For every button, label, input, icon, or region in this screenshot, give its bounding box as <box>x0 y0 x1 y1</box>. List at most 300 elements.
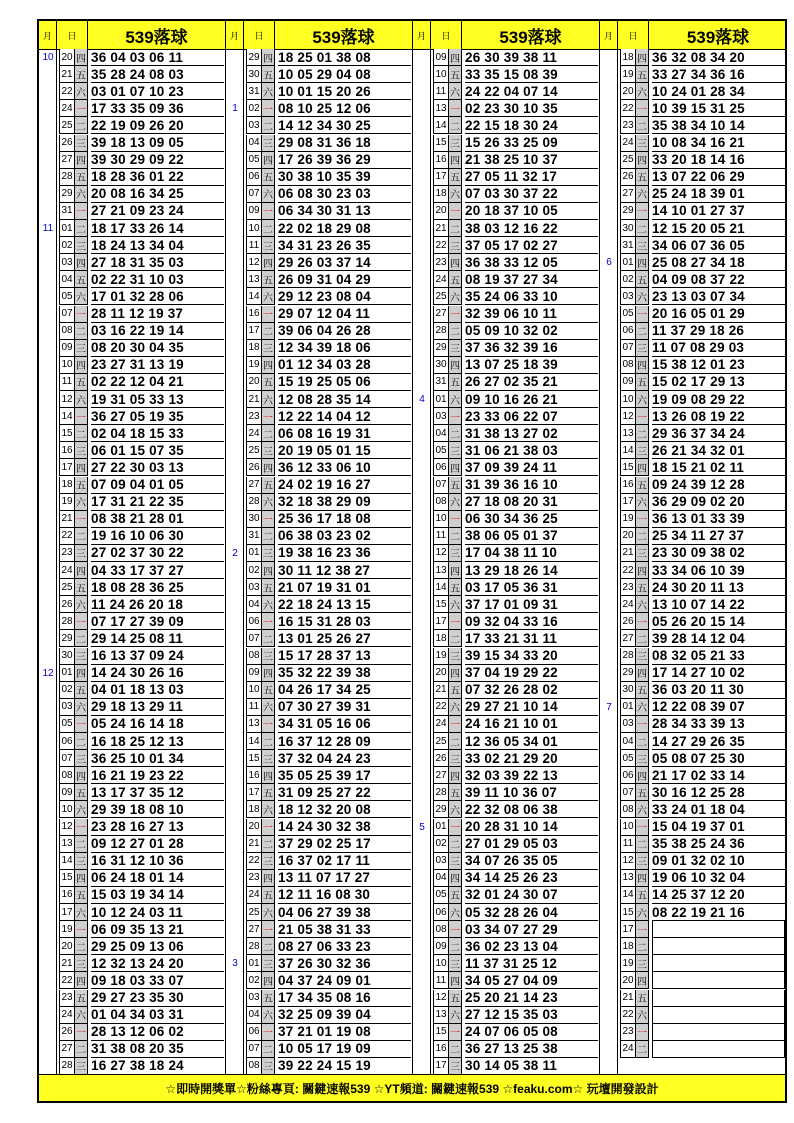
day-number: 10 <box>620 391 636 408</box>
day-number: 21 <box>59 511 75 528</box>
drawn-numbers: 18 12 32 20 08 <box>278 801 411 818</box>
month-number <box>226 288 244 305</box>
day-number: 02 <box>246 100 262 117</box>
result-row <box>39 613 225 630</box>
month-number <box>413 203 431 220</box>
month-number <box>226 374 244 391</box>
day-number: 10 <box>246 220 262 237</box>
weekday: 五 <box>262 990 275 1007</box>
day-number: 10 <box>433 511 449 528</box>
month-number <box>413 323 431 340</box>
result-row <box>39 66 225 83</box>
result-row <box>226 870 412 887</box>
day-number: 20 <box>59 938 75 955</box>
result-row <box>600 477 787 494</box>
month-number <box>226 1007 244 1024</box>
header-month-label: 月 <box>39 21 57 49</box>
result-row <box>226 117 412 134</box>
result-row <box>413 648 599 665</box>
day-number: 09 <box>246 203 262 220</box>
drawn-numbers: 08 19 37 27 34 <box>465 271 598 288</box>
result-row <box>600 904 787 921</box>
weekday: 一 <box>262 408 275 425</box>
drawn-numbers: 20 18 37 10 05 <box>465 203 598 220</box>
drawn-numbers: 12 15 20 05 21 <box>652 220 785 237</box>
drawn-numbers: 38 06 05 01 37 <box>465 528 598 545</box>
drawn-numbers: 18 15 21 02 11 <box>652 459 785 476</box>
weekday: 一 <box>262 613 275 630</box>
month-number <box>600 545 618 562</box>
weekday: 五 <box>449 66 462 83</box>
month-number: 11 <box>42 223 54 235</box>
day-number: 14 <box>246 288 262 305</box>
month-number <box>226 237 244 254</box>
month-number <box>413 152 431 169</box>
weekday: 五 <box>636 477 649 494</box>
drawn-numbers: 27 05 11 32 17 <box>465 169 598 186</box>
weekday: 二 <box>636 733 649 750</box>
weekday: 六 <box>636 699 649 716</box>
month-number <box>226 169 244 186</box>
result-row <box>413 357 599 374</box>
drawn-numbers: 10 05 17 19 09 <box>278 1041 411 1058</box>
weekday: 三 <box>75 545 88 562</box>
drawn-numbers: 02 22 12 04 21 <box>91 374 224 391</box>
result-row <box>413 579 599 596</box>
drawn-numbers: 23 33 06 22 07 <box>465 408 598 425</box>
weekday: 五 <box>449 682 462 699</box>
month-number <box>413 648 431 665</box>
weekday: 二 <box>262 323 275 340</box>
drawn-numbers: 36 29 09 02 20 <box>652 494 785 511</box>
drawn-numbers: 09 32 04 33 16 <box>465 613 598 630</box>
day-number: 02 <box>246 972 262 989</box>
result-row <box>600 887 787 904</box>
result-row <box>39 767 225 784</box>
result-row <box>600 425 787 442</box>
month-number <box>226 870 244 887</box>
drawn-numbers: 10 08 34 16 21 <box>652 135 785 152</box>
month-number <box>413 237 431 254</box>
day-number: 23 <box>59 545 75 562</box>
weekday: 五 <box>75 682 88 699</box>
month-number <box>413 665 431 682</box>
day-number: 20 <box>620 83 636 100</box>
result-row <box>226 83 412 100</box>
weekday: 二 <box>636 323 649 340</box>
month-number <box>413 613 431 630</box>
month-number <box>413 1007 431 1024</box>
day-number: 29 <box>59 630 75 647</box>
drawn-numbers: 15 03 19 34 14 <box>91 887 224 904</box>
drawn-numbers: 29 18 13 29 11 <box>91 699 224 716</box>
day-number: 19 <box>620 66 636 83</box>
month-number <box>226 613 244 630</box>
weekday: 一 <box>636 306 649 323</box>
day-number: 13 <box>246 271 262 288</box>
month-number <box>413 921 431 938</box>
result-row <box>39 870 225 887</box>
day-number: 06 <box>246 613 262 630</box>
day-number: 11 <box>433 83 449 100</box>
day-number: 06 <box>433 904 449 921</box>
result-row <box>413 887 599 904</box>
result-row <box>600 152 787 169</box>
drawn-numbers: 34 14 25 26 23 <box>465 870 598 887</box>
weekday: 四 <box>636 49 649 66</box>
weekday: 二 <box>636 630 649 647</box>
result-row <box>39 83 225 100</box>
weekday: 二 <box>449 117 462 134</box>
weekday: 二 <box>75 220 88 237</box>
month-number <box>226 990 244 1007</box>
weekday: 六 <box>262 83 275 100</box>
result-row <box>413 1058 599 1075</box>
day-number: 28 <box>433 784 449 801</box>
weekday: 二 <box>75 425 88 442</box>
day-number: 24 <box>620 596 636 613</box>
drawn-numbers: 29 12 23 08 04 <box>278 288 411 305</box>
month-number <box>600 288 618 305</box>
drawn-numbers: 12 08 28 35 14 <box>278 391 411 408</box>
drawn-numbers: 33 35 15 08 39 <box>465 66 598 83</box>
result-row <box>226 990 412 1007</box>
month-number <box>413 579 431 596</box>
result-row <box>600 630 787 647</box>
day-number: 14 <box>59 408 75 425</box>
result-row <box>600 648 787 665</box>
month-number <box>39 135 57 152</box>
result-row <box>39 836 225 853</box>
month-number <box>413 220 431 237</box>
weekday: 五 <box>636 579 649 596</box>
weekday: 四 <box>75 562 88 579</box>
result-row <box>39 408 225 425</box>
day-number: 08 <box>59 323 75 340</box>
result-row <box>39 306 225 323</box>
result-row <box>39 648 225 665</box>
result-row <box>413 186 599 203</box>
day-number: 09 <box>433 49 449 66</box>
result-row <box>226 66 412 83</box>
month-number <box>39 271 57 288</box>
weekday: 五 <box>636 887 649 904</box>
day-number: 28 <box>59 1058 75 1075</box>
day-number: 28 <box>59 613 75 630</box>
month-number <box>413 186 431 203</box>
day-number: 03 <box>620 288 636 305</box>
results-column <box>39 49 226 1075</box>
drawn-numbers: 08 27 06 33 23 <box>278 938 411 955</box>
weekday: 六 <box>449 391 462 408</box>
result-row <box>413 784 599 801</box>
month-number <box>413 750 431 767</box>
month-number <box>226 887 244 904</box>
result-row <box>600 494 787 511</box>
drawn-numbers: 37 29 02 25 17 <box>278 836 411 853</box>
day-number: 25 <box>620 152 636 169</box>
drawn-numbers: 35 32 22 39 38 <box>278 665 411 682</box>
day-number: 17 <box>59 459 75 476</box>
weekday: 三 <box>75 237 88 254</box>
day-number: 23 <box>620 117 636 134</box>
month-number <box>600 425 618 442</box>
weekday: 一 <box>75 921 88 938</box>
weekday: 三 <box>449 648 462 665</box>
weekday: 五 <box>75 271 88 288</box>
month-number <box>600 511 618 528</box>
drawn-numbers: 03 34 07 27 29 <box>465 921 598 938</box>
weekday: 一 <box>449 100 462 117</box>
day-number: 22 <box>433 237 449 254</box>
drawn-numbers: 09 12 27 01 28 <box>91 836 224 853</box>
day-number: 04 <box>246 135 262 152</box>
day-number: 06 <box>620 767 636 784</box>
month-number <box>226 682 244 699</box>
weekday: 五 <box>449 579 462 596</box>
result-row <box>413 237 599 254</box>
result-row <box>413 630 599 647</box>
result-row <box>226 699 412 716</box>
month-number: 3 <box>232 958 238 970</box>
result-row <box>600 767 787 784</box>
result-row <box>226 528 412 545</box>
month-number <box>39 425 57 442</box>
footer-text: ☆即時開獎單☆粉絲專頁: 關鍵速報539 ☆YT頻道: 關鍵速報539 ☆feaku.com☆ 玩壇開發設計 <box>165 1081 659 1096</box>
drawn-numbers: 30 38 10 35 39 <box>278 169 411 186</box>
result-row <box>39 49 225 66</box>
result-row <box>600 186 787 203</box>
month-number <box>39 545 57 562</box>
day-number: 17 <box>620 921 636 938</box>
day-number: 27 <box>59 152 75 169</box>
result-row <box>600 613 787 630</box>
month-number <box>600 357 618 374</box>
drawn-numbers: 22 18 24 13 15 <box>278 596 411 613</box>
weekday: 六 <box>75 1007 88 1024</box>
drawn-numbers: 04 01 18 13 03 <box>91 682 224 699</box>
result-row <box>39 972 225 989</box>
result-row <box>600 459 787 476</box>
day-number: 20 <box>620 528 636 545</box>
drawn-numbers: 07 03 30 37 22 <box>465 186 598 203</box>
day-number: 30 <box>620 682 636 699</box>
drawn-numbers: 30 11 12 38 27 <box>278 562 411 579</box>
month-number <box>226 477 244 494</box>
drawn-numbers: 17 14 27 10 02 <box>652 665 785 682</box>
result-row <box>413 596 599 613</box>
month-number <box>39 682 57 699</box>
drawn-numbers: 10 01 15 20 26 <box>278 83 411 100</box>
result-row <box>39 511 225 528</box>
day-number: 26 <box>620 613 636 630</box>
result-row <box>39 1058 225 1075</box>
weekday: 五 <box>449 169 462 186</box>
weekday: 二 <box>262 836 275 853</box>
result-row <box>39 819 225 836</box>
month-number <box>600 579 618 596</box>
weekday: 五 <box>636 682 649 699</box>
weekday: 一 <box>75 408 88 425</box>
drawn-numbers: 15 17 28 37 13 <box>278 648 411 665</box>
result-row <box>413 408 599 425</box>
drawn-numbers: 39 22 24 15 19 <box>278 1058 411 1075</box>
day-number: 22 <box>620 100 636 117</box>
result-row <box>600 682 787 699</box>
weekday: 四 <box>449 254 462 271</box>
day-number: 31 <box>620 237 636 254</box>
result-row <box>600 665 787 682</box>
month-number <box>39 306 57 323</box>
day-number: 15 <box>433 596 449 613</box>
month-number: 6 <box>606 257 612 269</box>
weekday: 三 <box>262 648 275 665</box>
drawn-numbers: 33 02 21 29 20 <box>465 750 598 767</box>
result-row <box>600 357 787 374</box>
day-number: 05 <box>620 750 636 767</box>
month-number <box>39 357 57 374</box>
drawn-numbers: 33 20 18 14 16 <box>652 152 785 169</box>
weekday: 四 <box>262 870 275 887</box>
drawn-numbers: 12 22 14 04 12 <box>278 408 411 425</box>
month-number <box>39 66 57 83</box>
weekday: 四 <box>75 767 88 784</box>
weekday: 二 <box>262 630 275 647</box>
drawn-numbers: 14 24 30 26 16 <box>91 665 224 682</box>
drawn-numbers: 32 03 39 22 13 <box>465 767 598 784</box>
drawn-numbers: 36 12 33 06 10 <box>278 459 411 476</box>
day-number: 17 <box>246 784 262 801</box>
month-number <box>600 340 618 357</box>
result-row <box>600 528 787 545</box>
result-row <box>600 323 787 340</box>
month-number <box>600 819 618 836</box>
result-row <box>226 237 412 254</box>
month-number <box>413 169 431 186</box>
day-number: 12 <box>620 853 636 870</box>
weekday: 三 <box>262 955 275 972</box>
drawn-numbers: 27 21 09 23 24 <box>91 203 224 220</box>
drawn-numbers: 02 23 30 10 35 <box>465 100 598 117</box>
result-row <box>226 750 412 767</box>
drawn-numbers <box>652 938 785 955</box>
day-number: 12 <box>433 545 449 562</box>
drawn-numbers: 29 39 18 08 10 <box>91 801 224 818</box>
result-row <box>600 100 787 117</box>
day-number: 21 <box>246 391 262 408</box>
result-row <box>226 152 412 169</box>
month-number <box>413 990 431 1007</box>
drawn-numbers: 29 08 31 36 18 <box>278 135 411 152</box>
drawn-numbers: 16 37 12 28 09 <box>278 733 411 750</box>
month-number <box>226 391 244 408</box>
drawn-numbers: 34 07 26 35 05 <box>465 853 598 870</box>
drawn-numbers: 05 26 20 15 14 <box>652 613 785 630</box>
drawn-numbers: 14 24 30 32 38 <box>278 819 411 836</box>
day-number: 25 <box>59 117 75 134</box>
day-number: 10 <box>433 66 449 83</box>
result-row <box>413 254 599 271</box>
result-row <box>39 682 225 699</box>
month-number <box>226 66 244 83</box>
weekday: 五 <box>75 784 88 801</box>
month-number <box>600 836 618 853</box>
day-number: 20 <box>433 665 449 682</box>
weekday: 五 <box>75 990 88 1007</box>
day-number: 02 <box>246 562 262 579</box>
result-row <box>600 853 787 870</box>
result-row <box>413 83 599 100</box>
weekday: 四 <box>449 665 462 682</box>
drawn-numbers: 31 09 25 27 22 <box>278 784 411 801</box>
weekday: 六 <box>636 288 649 305</box>
result-row <box>39 801 225 818</box>
day-number: 16 <box>620 477 636 494</box>
result-row <box>226 665 412 682</box>
result-row <box>600 801 787 818</box>
result-row <box>600 784 787 801</box>
result-row <box>39 699 225 716</box>
day-number: 27 <box>59 1041 75 1058</box>
weekday: 四 <box>262 357 275 374</box>
drawn-numbers: 05 24 16 14 18 <box>91 716 224 733</box>
day-number: 18 <box>433 186 449 203</box>
month-number <box>39 921 57 938</box>
weekday: 二 <box>262 220 275 237</box>
drawn-numbers: 14 12 34 30 25 <box>278 117 411 134</box>
result-row <box>39 750 225 767</box>
weekday: 五 <box>75 66 88 83</box>
month-number <box>413 784 431 801</box>
result-row <box>600 169 787 186</box>
month-number <box>226 49 244 66</box>
weekday: 一 <box>636 203 649 220</box>
weekday: 六 <box>636 596 649 613</box>
drawn-numbers: 36 04 03 06 11 <box>91 49 224 66</box>
result-row <box>600 408 787 425</box>
day-number: 22 <box>59 972 75 989</box>
result-row <box>413 853 599 870</box>
weekday: 五 <box>75 477 88 494</box>
result-row <box>413 682 599 699</box>
month-number <box>39 853 57 870</box>
drawn-numbers: 34 31 05 16 06 <box>278 716 411 733</box>
day-number: 19 <box>620 511 636 528</box>
month-number <box>39 528 57 545</box>
day-number: 17 <box>620 494 636 511</box>
result-row <box>600 203 787 220</box>
day-number: 09 <box>246 665 262 682</box>
weekday: 二 <box>449 630 462 647</box>
result-row <box>413 477 599 494</box>
month-number <box>413 972 431 989</box>
weekday: 三 <box>449 135 462 152</box>
result-row <box>226 648 412 665</box>
header-month-label: 月 <box>413 21 431 49</box>
drawn-numbers: 24 16 21 10 01 <box>465 716 598 733</box>
day-number: 07 <box>246 630 262 647</box>
month-number <box>39 870 57 887</box>
weekday: 五 <box>449 374 462 391</box>
month-number <box>226 836 244 853</box>
drawn-numbers: 25 08 27 34 18 <box>652 254 785 271</box>
day-number: 01 <box>433 819 449 836</box>
day-number: 01 <box>59 665 75 682</box>
drawn-numbers: 32 18 38 29 09 <box>278 494 411 511</box>
result-row <box>39 579 225 596</box>
drawn-numbers <box>652 1024 785 1041</box>
drawn-numbers: 24 07 06 05 08 <box>465 1024 598 1041</box>
